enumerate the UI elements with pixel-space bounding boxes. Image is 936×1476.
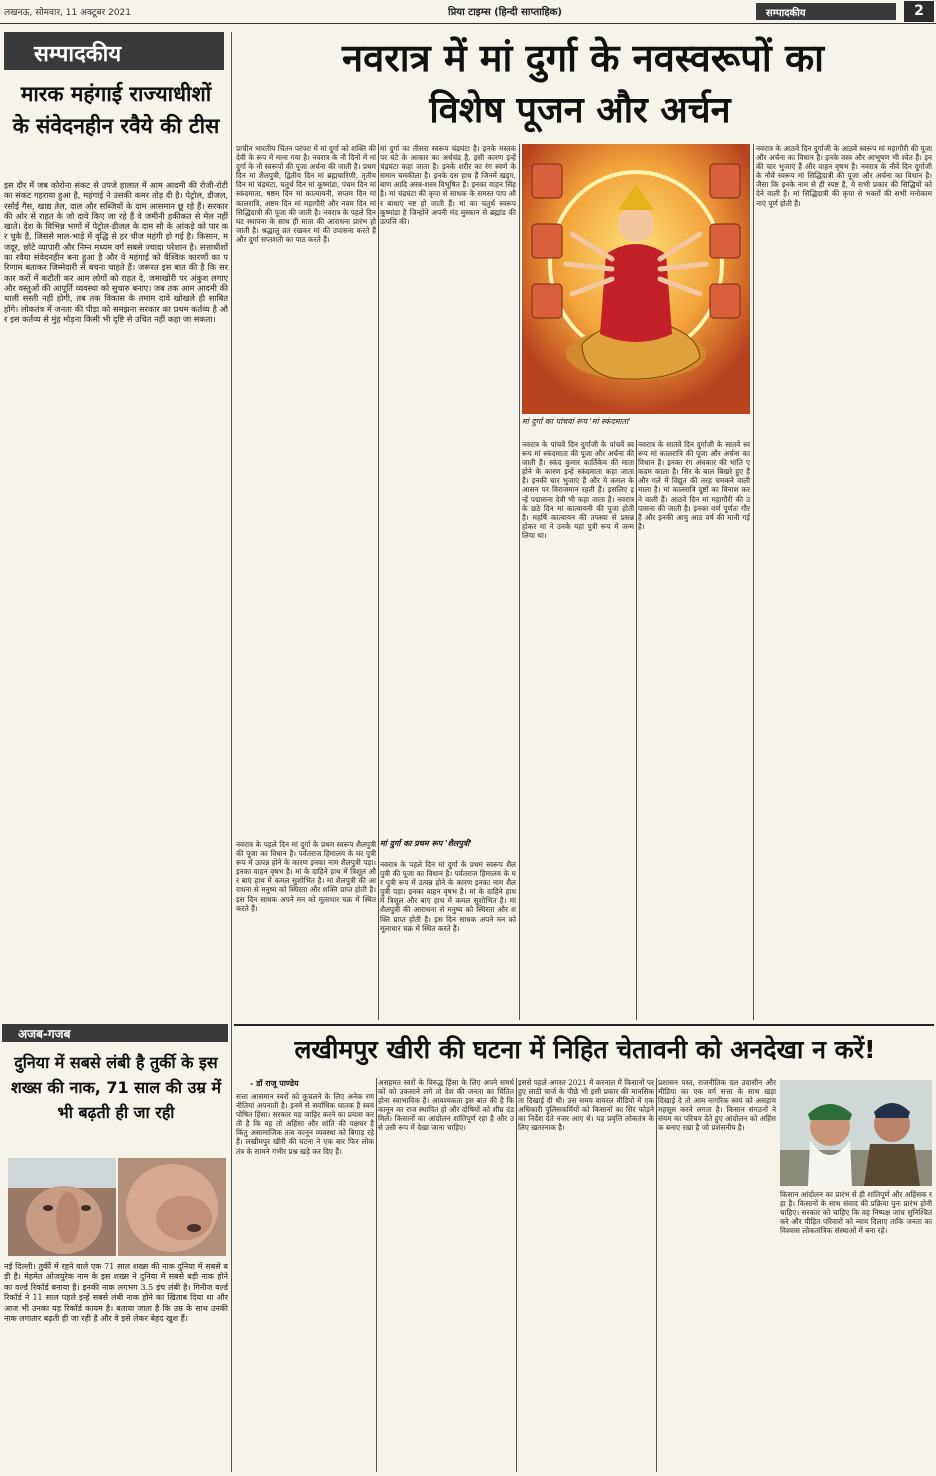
lakhimpur-byline: - डॉ राजू पाण्डेय [250,1078,299,1088]
divider [234,1024,934,1026]
navratri-col2b: नवरात्र के पहले दिन मां दुर्गा के प्रथम स्वरूप शैलपुत्री की पूजा का विधान है। पर्वतराज हिमालय के घर पुत्री रूप में उत्पन्न होने के कारण इनका नाम शैलपुत्री पड़ा। इनका वाहन वृषभ है। मां के दाहिने हाथ में त्रिशूल और बाएं हाथ में कमल सुशोभित है। मां शैलपुत्री की आराधना से मनुष्य को स्थिरता और शक्ति प्राप्त होती है। इस दिन साधक अपने मन को मूलाधार चक्र में स्थित करते हैं। [380,860,516,933]
lakhimpur-col5: किसान आंदोलन का प्रारंभ से ही शांतिपूर्ण और अहिंसक रहा है। किसानों के साथ संवाद की प्रक्रिया पुनः प्रारंभ होनी चाहिए। सरकार को चाहिए कि वह निष्पक्ष जांच सुनिश्चित करे और पीड़ित परिवारों को न्याय दिलाए ताकि जनता का विश्वास लोकतांत्रिक संस्थाओं में बना रहे। [780,1190,932,1236]
lakhimpur-col1: सत्ता आसमान स्वरों को कुचलने के लिए अनेक रणनीतियां अपनाती है। इनमें से सर्वाधिक घातक है स्वयं पोषित हिंसा। सरकार यह जाहिर करने का प्रयास करती है कि वह तो अहिंसा और शांति की पक्षधर है किंतु असामाजिक तत्व कानून व्यवस्था को बिगाड़ रहे हैं। लखीमपुर खीरी की घटना ने एक बार फिर लोकतंत्र के सामने गंभीर प्रश्न खड़े कर दिए हैं। [236,1092,374,1156]
navratri-title-line2: विशेष पूजन और अर्चन [429,90,731,131]
divider [753,144,754,1020]
lakhimpur-title: लखीमपुर खीरी की घटना में निहित चेतावनी को अनदेखा न करें! [294,1035,876,1064]
navratri-col1b: मां दुर्गा का तीसरा स्वरूप चंद्रघंटा है। इनके मस्तक पर घंटे के आकार का अर्धचंद्र है, इसी कारण इन्हें चंद्रघंटा कहा जाता है। इनके शरीर का रंग स्वर्ण के समान चमकीला है। इनके दस हाथ हैं जिनमें खड्ग, बाण आदि अस्त्र-शस्त्र विभूषित हैं। इनका वाहन सिंह है। मां चंद्रघंटा की कृपा से साधक के समस्त पाप और बाधाएं नष्ट हो जाती हैं। मां का चतुर्थ स्वरूप कूष्मांडा है जिन्होंने अपनी मंद मुस्कान से ब्रह्मांड की उत्पत्ति की। [380,144,516,226]
ajab-label: अजब-गजब [2,1024,228,1042]
dateline: लखनऊ, सोमवार, 11 अक्टूबर 2021 [4,8,131,18]
divider [519,144,520,1020]
navratri-col6: नवरात्र के आठवें दिन दुर्गाजी के आठवें स्वरूप मां महागौरी की पूजा और अर्चना का विधान है। इनके वस्त्र और आभूषण भी श्वेत हैं। इनकी चार भुजाएं हैं और वाहन वृषभ है। नवरात्र के नौवें दिन दुर्गाजी के नौवें स्वरूप मां सिद्धिदात्री की पूजा और अर्चना का विधान है। जैसा कि इनके नाम से ही स्पष्ट है, ये सभी प्रकार की सिद्धियों को देने वाली हैं। मां सिद्धिदात्री की कृपा से भक्तों की सभी मनोकामनाएं पूर्ण होती हैं। [756,144,932,208]
header-strip [0,0,936,24]
navratri-col4: नवरात्र के पांचवें दिन दुर्गाजी के पांचवें स्वरूप मां स्कंदमाता की पूजा और अर्चना की जाती है। स्कंद कुमार कार्तिकेय की माता होने के कारण इन्हें स्कंदमाता कहा जाता है। इनकी चार भुजाएं हैं और ये कमल के आसन पर विराजमान रहती हैं। इसलिए इन्हें पद्मासना देवी भी कहा जाता है। नवरात्र के छठे दिन मां कात्यायनी की पूजा होती है। महर्षि कात्यायन की तपस्या से प्रसन्न होकर मां ने उनके यहां पुत्री रूप में जन्म लिया था। [522,440,634,540]
divider [516,1078,517,1472]
editorial-title: मारक महंगाई राज्याधीशों के संवेदनहीन रवैये की टीस [12,82,220,138]
navratri-title-line1: नवरात्र में मां दुर्गा के नवस्वरूपों का [342,36,824,80]
masthead: प्रिया टाइम्स (हिन्दी साप्ताहिक) [448,7,562,18]
lakhimpur-col3: इससे पहले अगस्त 2021 में करनाल में किसानों पर हुए लाठी चार्ज के पीछे भी इसी प्रकार की मानसिकता दिखाई दी थी। उस समय वायरल वीडियो में एक अधिकारी पुलिसकर्मियों को किसानों का सिर फोड़ने का निर्देश देते नजर आए थे। यह प्रवृत्ति लोकतंत्र के लिए खतरनाक है। [518,1078,654,1133]
farmers-photo [780,1080,932,1186]
navratri-col5: नवरात्र के सातवें दिन दुर्गाजी के सातवें स्वरूप मां कालरात्रि की पूजा और अर्चना का विधान है। इनका रंग अंधकार की भांति एकदम काला है। सिर के बाल बिखरे हुए हैं और गले में विद्युत की तरह चमकने वाली माला है। मां कालरात्रि दुष्टों का विनाश करने वाली हैं। आठवें दिन मां महागौरी की उपासना की जाती है। इनका वर्ण पूर्णतः गौर है और इनकी आयु आठ वर्ष की मानी गई है। [638,440,750,531]
editorial-label: सम्पादकीय [4,32,224,70]
page-number: 2 [904,1,934,22]
nose-photo [8,1158,226,1256]
divider [376,1078,377,1472]
divider [231,32,232,1472]
durga-image [522,144,750,414]
navratri-col1: प्राचीन भारतीय चिंतन परंपरा में मां दुर्गा को शक्ति की देवी के रूप में माना गया है। नवरात्र के नौ दिनों में मां दुर्गा के नौ स्वरूपों की पूजा अर्चना की जाती है। प्रथम दिन मां शैलपुत्री, द्वितीय दिन मां ब्रह्मचारिणी, तृतीय दिन मां चंद्रघंटा, चतुर्थ दिन मां कूष्मांडा, पंचम दिन मां स्कंदमाता, षष्ठम दिन मां कात्यायनी, सप्तम दिन मां कालरात्रि, अष्टम दिन मां महागौरी और नवम दिन मां सिद्धिदात्री की पूजा की जाती है। नवरात्र के पहले दिन घट स्थापना के साथ ही माता की आराधना प्रारंभ हो जाती है। श्रद्धालु व्रत रखकर मां की उपासना करते हैं और दुर्गा सप्तशती का पाठ करते हैं। [236,144,376,244]
section-label: सम्पादकीय [756,3,896,20]
editorial-body: इस दौर में जब कोरोना संकट से उपजे हालात में आम आदमी की रोजी-रोटी का संकट गहराया हुआ है, महंगाई ने उसकी कमर तोड़ दी है। पेट्रोल, डीजल, रसोई गैस, खाद्य तेल, दाल और सब्जियों के दाम आसमान छू रहे हैं। सरकार की ओर से राहत के जो दावे किए जा रहे हैं वे जमीनी हकीकत से मेल नहीं खाते। देश के विभिन्न भागों में पेट्रोल-डीजल के दाम सौ के आंकड़े को पार कर चुके हैं, जिससे माल-भाड़े में वृद्धि से हर चीज महंगी हो गई है। किसान, मजदूर, छोटे व्यापारी और निम्न मध्यम वर्ग सबसे ज्यादा परेशान है। सत्ताधीशों का रवैया संवेदनहीन बना हुआ है और वे महंगाई को वैश्विक कारणों का परिणाम बताकर जिम्मेदारी से बचना चाहते हैं। जरूरत इस बात की है कि सरकार करों में कटौती कर आम लोगों को राहत दे, जमाखोरी पर अंकुश लगाए और वस्तुओं की आपूर्ति व्यवस्था को सुचारु बनाए। जब तक आम आदमी की थाली सस्ती नहीं होगी, तब तक विकास के तमाम दावे खोखले ही साबित होंगे। लोकतंत्र में जनता की पीड़ा को समझना सरकार का प्रथम कर्तव्य है और इस कर्तव्य से मुंह मोड़ना किसी भी दृष्टि से उचित नहीं कहा जा सकता। [4,180,228,324]
divider [656,1078,657,1472]
lakhimpur-col2: असहमत स्वरों के विरुद्ध हिंसा के लिए अपने समर्थकों को उकसाने लगे तो देश की जनता का चिंतित होना स्वाभाविक है। आवश्यकता इस बात की है कि कानून का राज स्थापित हो और दोषियों को शीघ्र दंड मिले। किसानों का आंदोलन शांतिपूर्ण रहा है और उसे उसी रूप में देखा जाना चाहिए। [378,1078,514,1133]
divider [378,144,379,1020]
ajab-body: नई दिल्ली। तुर्की में रहने वाले एक 71 साल शख्स की नाक दुनिया में सबसे बड़ी है। मेहमेत ओजयुरेक नाम के इस शख्स ने दुनिया में सबसे बड़ी नाक होने का वर्ल्ड रिकॉर्ड बनाया है। इनकी नाक लगभग 3.5 इंच लंबी है। गिनीज वर्ल्ड रिकॉर्ड ने 11 साल पहले इन्हें सबसे लंबी नाक होने का खिताब दिया था और आज भी उनका यह रिकॉर्ड कायम है। बताया जाता है कि उम्र के साथ उनकी नाक लगातार बढ़ती ही जा रही है और वे इसे लेकर बेहद खुश हैं। [4,1262,228,1324]
divider [636,440,637,1020]
navratri-col2: नवरात्र के पहले दिन मां दुर्गा के प्रथम स्वरूप शैलपुत्री की पूजा का विधान है। पर्वतराज हिमालय के घर पुत्री रूप में उत्पन्न होने के कारण इनका नाम शैलपुत्री पड़ा। इनका वाहन वृषभ है। मां के दाहिने हाथ में त्रिशूल और बाएं हाथ में कमल सुशोभित है। मां शैलपुत्री की आराधना से मनुष्य को स्थिरता और शक्ति प्राप्त होती है। इस दिन साधक अपने मन को मूलाधार चक्र में स्थित करते हैं। [236,840,376,913]
image-caption: मां दुर्गा का पांचवां रूप 'मां स्कंदमाता' [522,417,631,426]
navratri-subhead-1: मां दुर्गा का प्रथम रूप 'शैलपुत्री' [380,838,472,848]
ajab-title: दुनिया में सबसे लंबी है तुर्की के इस शख्स की नाक, 71 साल की उम्र में भी बढ़ती ही जा रही [10,1053,222,1122]
lakhimpur-col4: प्रशासन पस्त, राजनीतिक दल उदासीन और मीडिया का एक वर्ग सत्ता के साथ खड़ा दिखाई दे तो आम नागरिक स्वयं को असहाय महसूस करने लगता है। किसान संगठनों ने संयम का परिचय देते हुए आंदोलन को अहिंसक बनाए रखा है जो प्रशंसनीय है। [658,1078,776,1133]
